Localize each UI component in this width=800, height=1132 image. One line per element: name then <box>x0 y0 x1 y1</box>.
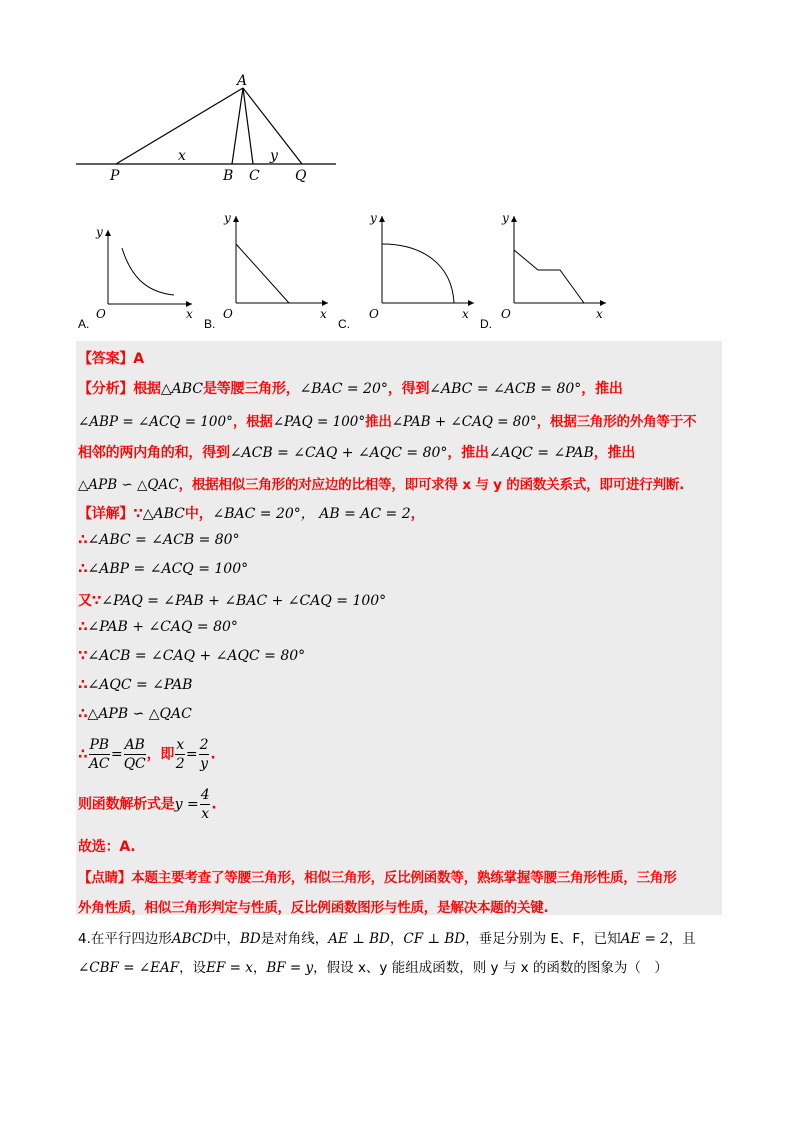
option-a-label[interactable]: A. <box>78 317 90 331</box>
point-C-label: C <box>249 168 260 184</box>
svg-text:x: x <box>186 307 193 321</box>
detail-line-1: 【详解】∵△ABC中，∠BAC = 20°， AB = AC = 2， <box>78 506 425 522</box>
segment-x-label: x <box>178 148 186 164</box>
question-4-line-1: 4.在平行四边形ABCD中，BD是对角线，AE ⊥ BD，CF ⊥ BD，垂足分别为 E、F，已知AE = 2，且 <box>78 931 696 947</box>
detail-line-4: 又∵∠PAQ = ∠PAB + ∠BAC + ∠CAQ = 100° <box>78 593 387 609</box>
svg-text:y: y <box>96 225 103 239</box>
option-c-label[interactable]: C. <box>338 317 350 331</box>
analysis-line-1: 【分析】根据△ABC是等腰三角形，∠BAC = 20°，得到∠ABC = ∠ACB = 80°，推出 <box>78 381 623 397</box>
svg-text:x: x <box>596 307 603 321</box>
fraction-2-y: $\frac{2}{y}$ <box>199 737 209 772</box>
linear-segment <box>236 244 289 303</box>
svg-text:x: x <box>462 307 469 321</box>
fraction-pb-ac: $\frac{PB}{AC}$ <box>88 737 110 772</box>
fraction-ab-qc: $\frac{AB}{QC}$ <box>123 737 146 772</box>
detail-proportion-line: ∴ $\frac{PB}{AC}$ = $\frac{AB}{QC}$ ，即 $\frac{x}{2}$ = $\frac{2}{y}$ . <box>78 737 216 772</box>
svg-text:O: O <box>369 307 379 321</box>
question-4-line-2: ∠CBF = ∠EAF，设EF = x，BF = y，假设 x、y 能组成函数，则 y 与 x 的函数的图象为（ ） <box>78 960 668 976</box>
function-result-line: 则函数解析式是y = $\frac{4}{x}$ . <box>78 787 217 822</box>
option-graph-b <box>220 208 335 322</box>
detail-line-5: ∴∠PAB + ∠CAQ = 80° <box>78 619 238 635</box>
fraction-x-2: $\frac{x}{2}$ <box>175 737 185 772</box>
segment-AB <box>232 88 243 164</box>
analysis-line-3: 相邻的两内角的和，得到∠ACB = ∠CAQ + ∠AQC = 80°，推出∠AQC = ∠PAB，推出 <box>78 445 636 461</box>
remark-line-1: 【点睛】本题主要考查了等腰三角形，相似三角形，反比例函数等，熟练掌握等腰三角形性质，三角形 <box>78 870 677 886</box>
option-d-label[interactable]: D. <box>480 317 492 331</box>
analysis-line-4: △APB ∽ △QAC，根据相似三角形的对应边的比相等，即可求得 x 与 y 的函数关系式，即可进行判断. <box>78 477 685 493</box>
svg-text:y: y <box>224 211 231 225</box>
svg-text:y: y <box>370 211 377 225</box>
option-graph-a <box>92 222 202 322</box>
triangle-figure <box>70 72 350 184</box>
detail-line-7: ∴∠AQC = ∠PAB <box>78 677 193 693</box>
svg-text:y: y <box>502 211 509 225</box>
svg-text:x: x <box>320 307 327 321</box>
option-graph-c <box>366 208 481 322</box>
detail-line-8: ∴△APB ∽ △QAC <box>78 706 192 722</box>
piecewise-line <box>514 250 584 303</box>
hyperbola-curve <box>122 248 174 295</box>
svg-text:O: O <box>501 307 511 321</box>
detail-line-6: ∵∠ACB = ∠CAQ + ∠AQC = 80° <box>78 648 306 664</box>
analysis-line-2: ∠ABP = ∠ACQ = 100°，根据∠PAQ = 100°推出∠PAB + ∠CAQ = 80°，根据三角形的外角等于不 <box>78 414 697 430</box>
point-A-label: A <box>237 73 248 89</box>
svg-text:O: O <box>223 307 233 321</box>
answer-line: 【答案】A <box>78 351 144 367</box>
option-graph-d <box>498 208 613 322</box>
point-B-label: B <box>223 168 234 184</box>
option-b-label[interactable]: B. <box>204 317 216 331</box>
choice-line: 故选：A. <box>78 839 136 855</box>
segment-y-label: y <box>270 148 278 164</box>
quarter-circle-curve <box>382 244 454 303</box>
fraction-4-x: $\frac{4}{x}$ <box>200 787 210 822</box>
remark-line-2: 外角性质，相似三角形判定与性质，反比例函数图形与性质，是解决本题的关键. <box>78 900 549 916</box>
point-Q-label: Q <box>295 168 307 184</box>
point-P-label: P <box>110 168 120 184</box>
detail-line-3: ∴∠ABP = ∠ACQ = 100° <box>78 561 249 577</box>
svg-text:O: O <box>96 307 106 321</box>
detail-line-2: ∴∠ABC = ∠ACB = 80° <box>78 532 240 548</box>
